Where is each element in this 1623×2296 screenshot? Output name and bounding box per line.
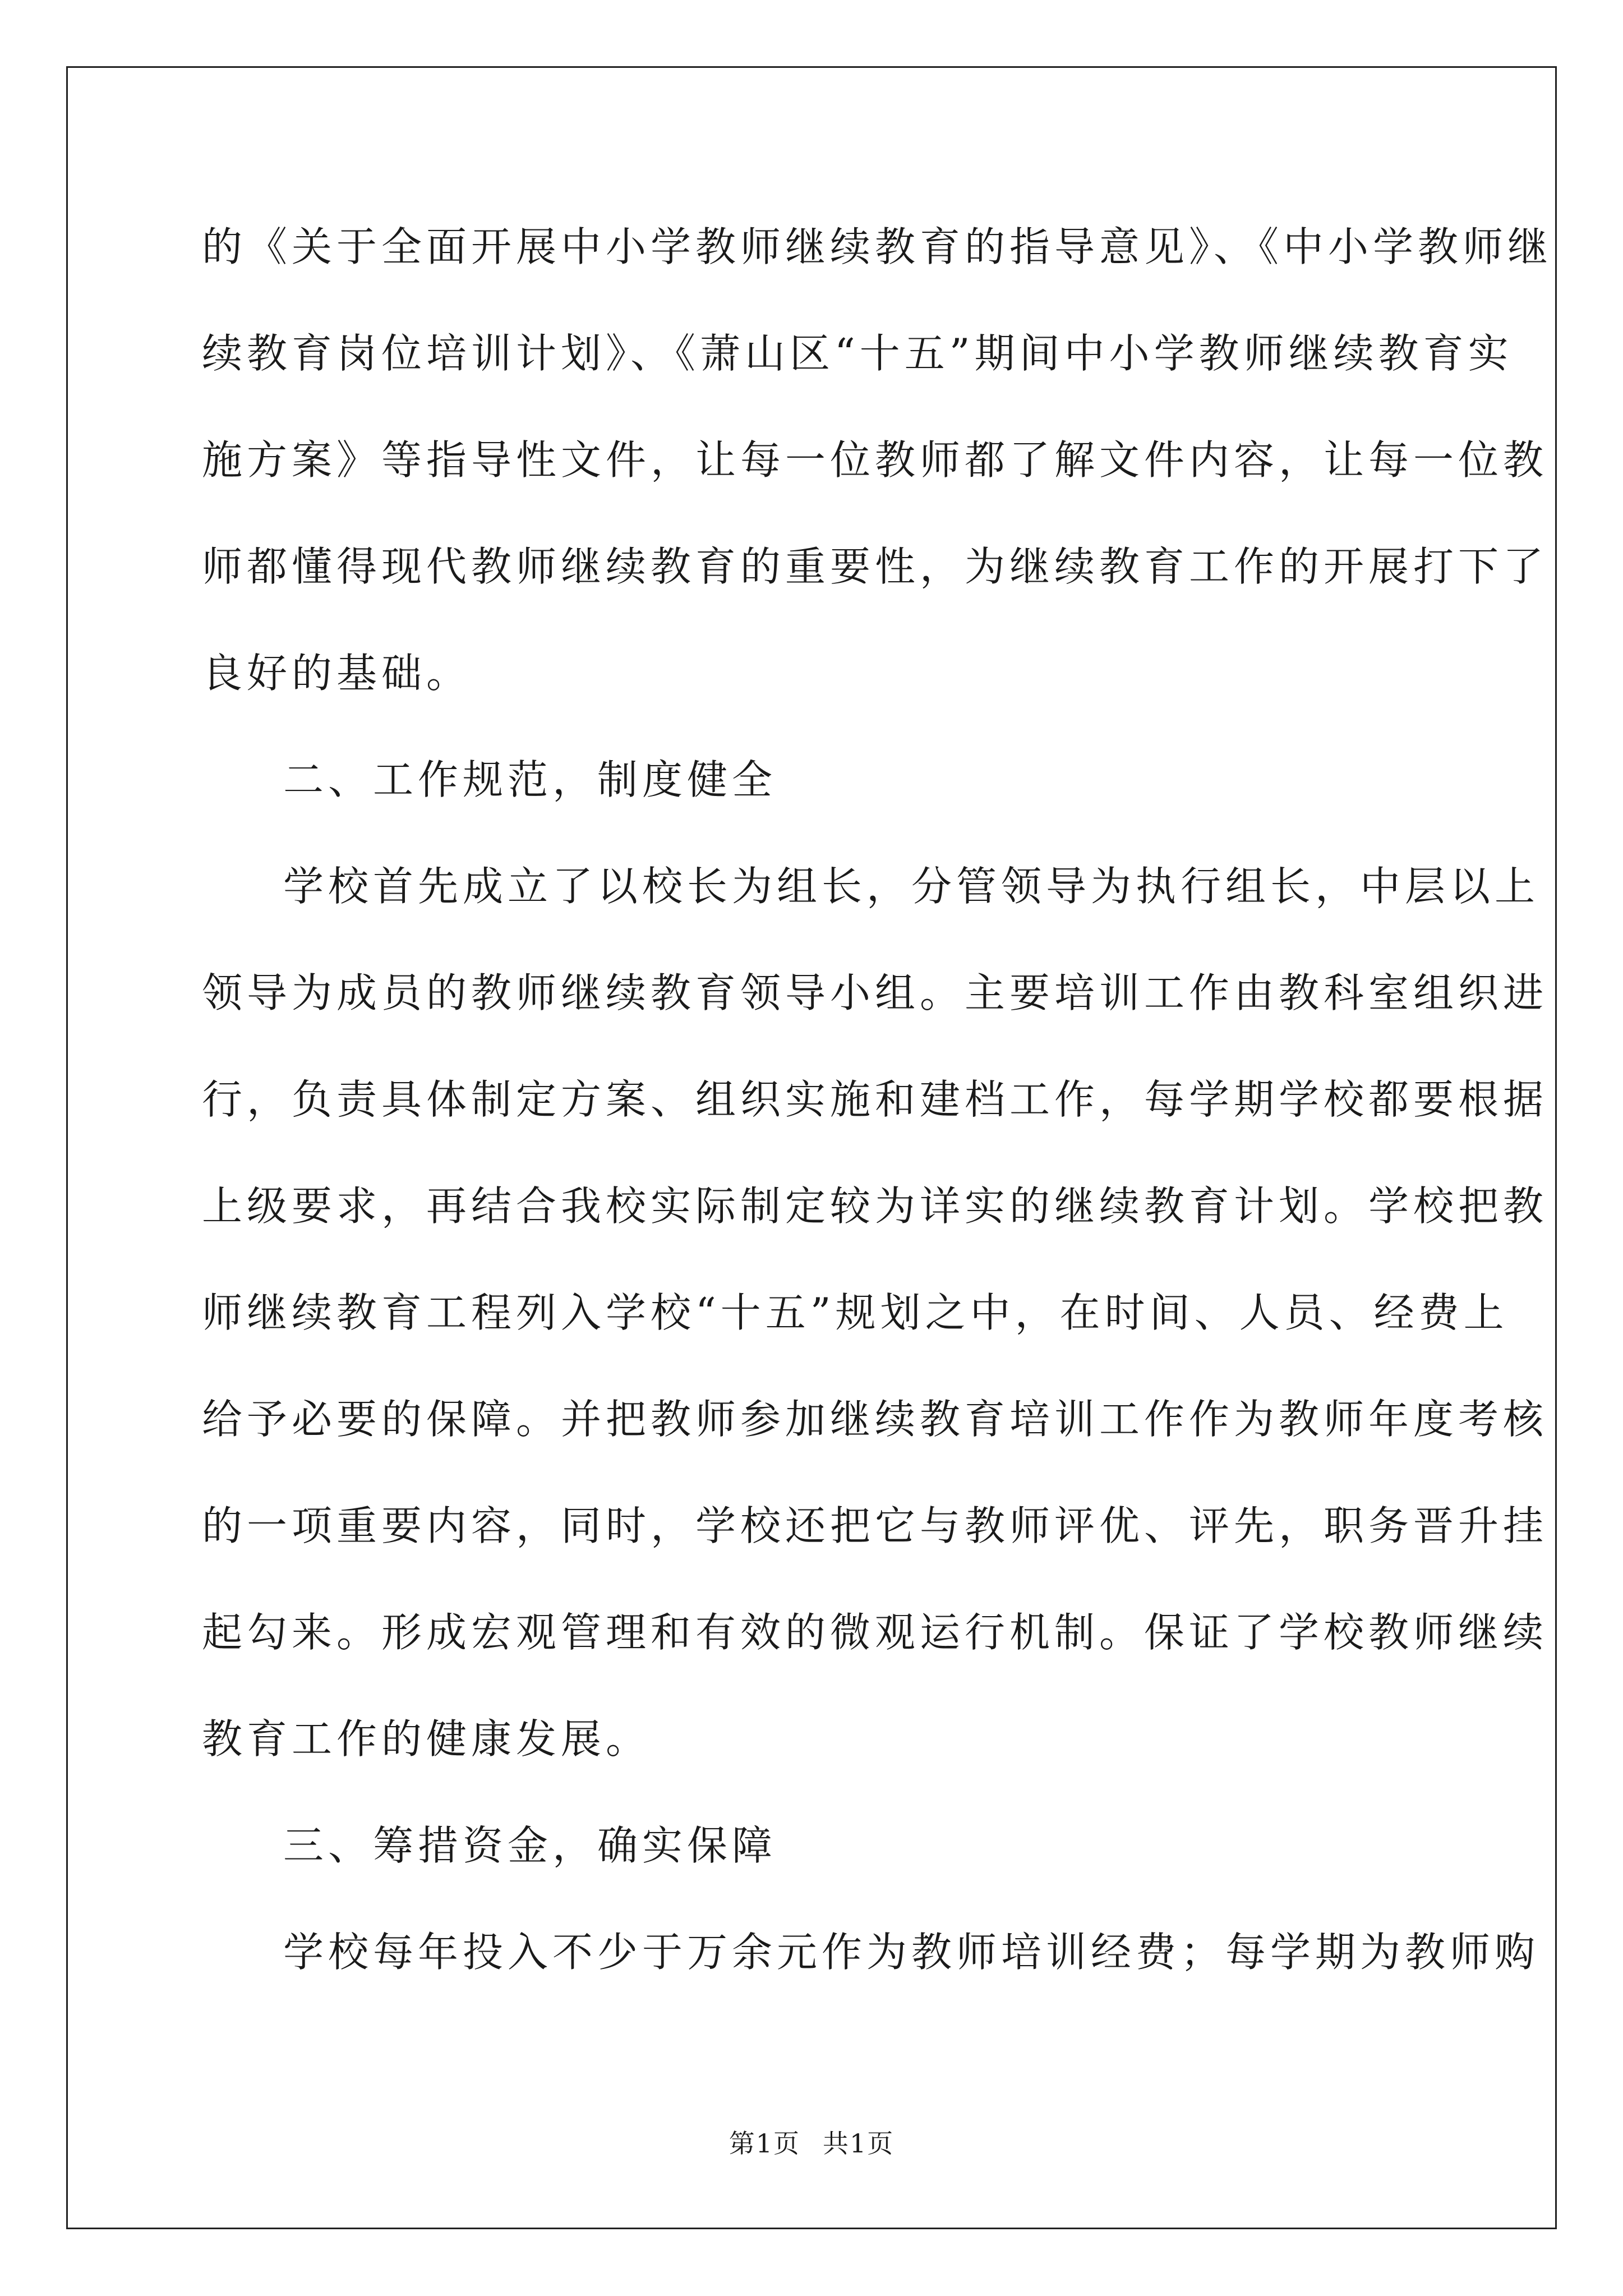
text-line: 师继续教育工程列入学校“十五”规划之中，在时间、人员、经费上 xyxy=(202,1289,1509,1336)
text-line: 上级要求，再结合我校实际制定较为详实的继续教育计划。学校把教 xyxy=(202,1182,1548,1230)
document-body xyxy=(202,216,1553,2028)
text-line: 给予必要的保障。并把教师参加继续教育培训工作作为教师年度考核 xyxy=(202,1396,1548,1443)
text-line: 领导为成员的教师继续教育领导小组。主要培训工作由教科室组织进 xyxy=(202,969,1548,1016)
text-line: 的《关于全面开展中小学教师继续教育的指导意见》、《中小学教师继 xyxy=(202,223,1553,270)
text-line: 学校每年投入不少于万余元作为教师培训经费；每学期为教师购 xyxy=(283,1929,1540,1976)
text-line: 师都懂得现代教师继续教育的重要性，为继续教育工作的开展打下了 xyxy=(202,543,1548,590)
text-line: 续教育岗位培训计划》、《萧山区“十五”期间中小学教师继续教育实 xyxy=(202,330,1513,377)
text-line: 施方案》等指导性文件，让每一位教师都了解文件内容，让每一位教 xyxy=(202,436,1548,484)
text-line: 教育工作的健康发展。 xyxy=(202,1715,651,1763)
text-line: 的一项重要内容，同时，学校还把它与教师评优、评先，职务晋升挂 xyxy=(202,1502,1548,1549)
text-line: 学校首先成立了以校长为组长，分管领导为执行组长，中层以上 xyxy=(283,863,1540,910)
text-line: 起勾来。形成宏观管理和有效的微观运行机制。保证了学校教师继续 xyxy=(202,1609,1548,1656)
section-heading: 二、工作规范，制度健全 xyxy=(283,756,777,803)
page-total: 共1页 xyxy=(823,2128,895,2159)
text-line: 良好的基础。 xyxy=(202,650,472,697)
page-footer xyxy=(0,2123,1623,2160)
page-number: 第1页 xyxy=(728,2128,800,2159)
text-line: 行，负责具体制定方案、组织实施和建档工作，每学期学校都要根据 xyxy=(202,1076,1548,1123)
section-heading: 三、筹措资金，确实保障 xyxy=(283,1822,777,1869)
